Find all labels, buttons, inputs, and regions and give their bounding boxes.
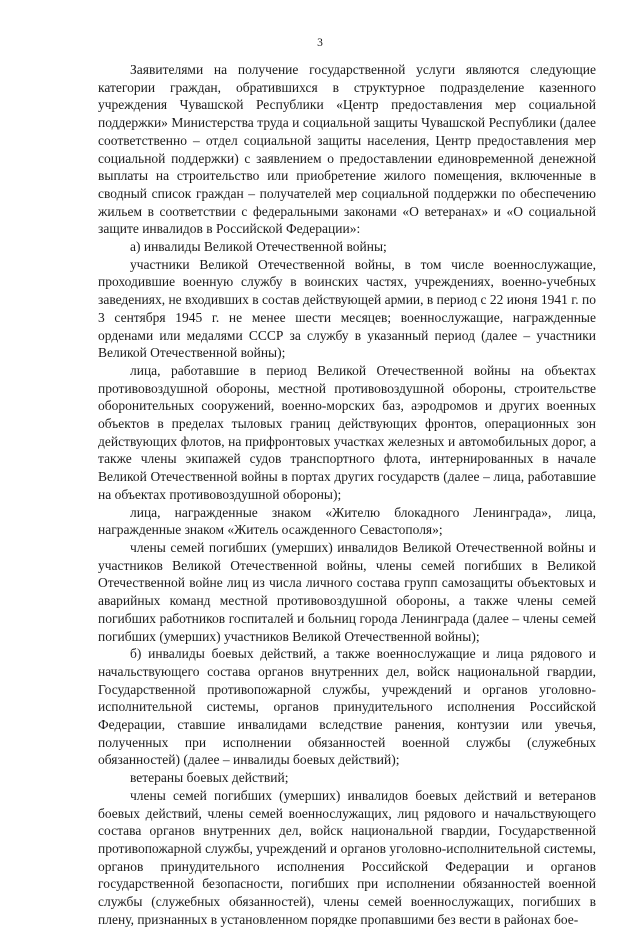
document-body: [98, 61, 596, 928]
paragraph-air-defense-workers: лица, работавшие в период Великой Отечественной войны на объектах противовоздушной обороны, местной противовоздушной обороны, строительстве оборонительных сооружений, военно-морских баз, аэродромов и других военных объектов в пределах тыловых границ действующих фронтов, операционных зон действующих флотов, на прифронтовых участках железных и автомобильных дорог, а также члены экипажей судов транспортного флота, интернированных в начале Великой Отечественной войны в портах других государств (далее – лица, работавшие на объектах противовоздушной обороны);: [98, 362, 596, 502]
paragraph-siege-badge-holders: лица, награжденные знаком «Жителю блокадного Ленинграда», лица, награжденные знаком «Житель осажденного Севастополя»;: [98, 504, 596, 538]
paragraph-family-members-combat: члены семей погибших (умерших) инвалидов боевых действий и ветеранов боевых действий, члены семей военнослужащих, лиц рядового и начальствующего состава органов внутренних дел, войск национальной гвардии, Государственной противопожарной службы, учреждений и органов уголовно-исполнительной системы, органов принудительного исполнения Российской Федерации и органов государственной безопасности, погибших при исполнении обязанностей военной службы (служебных обязанностей), члены семей военнослужащих, погибших в плену, признанных в установленном порядке пропавшими без вести в районах бое-: [98, 787, 596, 927]
page-number: 3: [317, 37, 323, 49]
paragraph-item-a: а) инвалиды Великой Отечественной войны;: [130, 239, 387, 255]
paragraph-applicants-intro: Заявителями на получение государственной услуги являются следующие категории граждан, обратившихся в структурное подразделение казенного учреждения Чувашской Республики «Центр предоставления мер социальной поддержки» Министерства труда и социальной защиты Чувашской Республики (далее соответственно – отдел социальной защиты населения, Центр предоставления мер социальной поддержки) с заявлением о предоставлении единовременной денежной выплаты на строительство или приобретение жилого помещения, включенные в сводный список граждан – получателей мер социальной поддержки по обеспечению жильем в соответствии с федеральными законами «О ветеранах» и «О социальной защите инвалидов в Российской Федерации»:: [98, 62, 596, 237]
paragraph-family-members-ww2: члены семей погибших (умерших) инвалидов Великой Отечественной войны и участников Великой Отечественной войны, члены семей погибших в Великой Отечественной войне лиц из числа личного состава групп самозащиты объектовых и аварийных команд местной противовоздушной обороны, а также члены семей погибших работников госпиталей и больниц города Ленинграда (далее – члены семей погибших (умерших) участников Великой Отечественной войны);: [98, 539, 596, 644]
paragraph-war-participants: участники Великой Отечественной войны, в том числе военнослужащие, проходившие военную службу в воинских частях, учреждениях, военно-учебных заведениях, не входивших в состав действующей армии, в период с 22 июня 1941 г. по 3 сентября 1945 г. не менее шести месяцев; военнослужащие, награжденные орденами или медалями СССР за службу в указанный период (далее – участники Великой Отечественной войны);: [98, 256, 596, 361]
paragraph-combat-veterans: ветераны боевых действий;: [130, 770, 289, 786]
paragraph-item-b: б) инвалиды боевых действий, а также военнослужащие и лица рядового и начальствующего состава органов внутренних дел, войск национальной гвардии, Государственной противопожарной службы, учреждений и органов уголовно-исполнительной системы, органов принудительного исполнения Российской Федерации, ставшие инвалидами вследствие ранения, контузии или увечья, полученных при исполнении обязанностей военной службы (служебных обязанностей) (далее – инвалиды боевых действий);: [98, 646, 596, 768]
